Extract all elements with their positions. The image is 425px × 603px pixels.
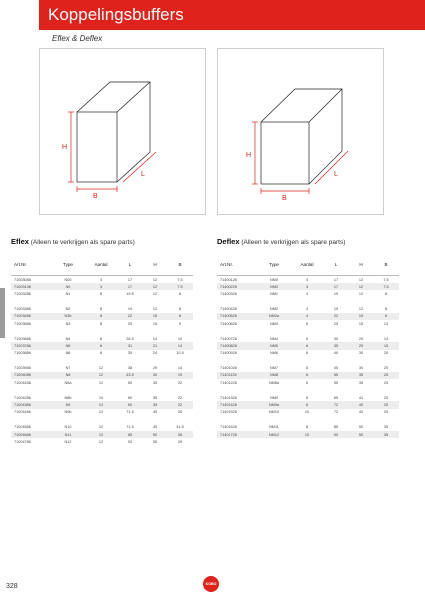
table-cell: 9: [178, 321, 182, 326]
group-spacer: [11, 327, 193, 335]
deflex-heading: [217, 237, 345, 246]
group-spacer: [11, 298, 193, 306]
group-spacer: [11, 416, 193, 424]
table-cell: 35: [323, 342, 349, 349]
table-cell: 6: [305, 321, 309, 326]
table-cell: 10: [304, 410, 310, 415]
table-cell: 22: [323, 313, 349, 320]
eflex-label-h: H: [62, 144, 68, 151]
table-cell: 35: [167, 431, 193, 438]
group-spacer: [217, 357, 399, 365]
column-header: Type: [257, 253, 291, 276]
column-header: Art.Nr.: [217, 253, 257, 276]
table-cell: 12: [85, 372, 117, 379]
table-cell: 12: [152, 291, 158, 296]
table-cell: 31: [117, 342, 143, 349]
table-cell: 6: [291, 401, 323, 408]
table-cell: 12: [152, 277, 158, 282]
column-header: Art.Nr.: [11, 253, 51, 276]
table-cell: 4: [305, 307, 309, 312]
table-cell: N6: [65, 351, 71, 356]
table-cell: N3: [65, 321, 71, 326]
table-cell: 25: [383, 395, 389, 400]
deflex-label-h: H: [246, 152, 252, 159]
table-cell: 7.5: [383, 277, 389, 282]
table-cell: 8: [99, 351, 103, 356]
table-cell: 71400826: [217, 342, 257, 349]
table-cell: 71400326: [220, 291, 237, 296]
column-header: B: [373, 253, 399, 276]
table-cell: 71401226: [220, 380, 237, 385]
table-cell: 71400126: [220, 277, 237, 282]
eflex-block-drawing: [40, 49, 205, 214]
deflex-heading-note: (Alleen te verkrijgen als spare parts): [241, 239, 346, 246]
table-cell: 50: [143, 431, 167, 438]
deflex-back-edges: [261, 89, 342, 184]
group-spacer: [217, 298, 399, 306]
table-cell: 8: [99, 321, 103, 326]
table-row: [11, 424, 193, 431]
table-cell: 8: [384, 307, 388, 312]
table-row: [217, 276, 399, 284]
deflex-label-b: B: [282, 195, 287, 202]
eflex-label-b: B: [93, 193, 98, 200]
table-cell: 20: [383, 366, 389, 371]
group-spacer: [217, 416, 399, 424]
table-cell: 71003136: [11, 283, 51, 290]
table-row: [11, 438, 193, 445]
table-row: [217, 431, 399, 438]
table-cell: 8: [85, 313, 117, 320]
table-row: [217, 365, 399, 372]
table-cell: 71004286: [14, 395, 31, 400]
table-cell: 12: [98, 425, 104, 430]
table-cell: NM1: [269, 291, 279, 296]
table-cell: 40: [358, 410, 364, 415]
side-tab-marker: [0, 288, 5, 338]
table-cell: 20: [383, 351, 389, 356]
table-cell: 6: [305, 336, 309, 341]
table-cell: 71003686: [14, 336, 31, 341]
table-cell: 65: [333, 395, 339, 400]
table-cell: 35: [143, 401, 167, 408]
table-cell: 71401626: [220, 425, 237, 430]
table-cell: 71400526: [217, 313, 257, 320]
table-row: [217, 313, 399, 320]
table-cell: 10: [98, 395, 104, 400]
column-header: Aantal: [85, 253, 117, 276]
eflex-label-l: L: [141, 171, 145, 178]
eflex-heading: [11, 237, 135, 246]
page-number: 328: [6, 583, 18, 590]
column-header: L: [117, 253, 143, 276]
table-cell: 19: [333, 307, 339, 312]
kobo-logo: KOBO: [203, 576, 219, 592]
table-cell: N11: [51, 431, 85, 438]
table-row: [11, 394, 193, 401]
table-cell: 8: [178, 307, 182, 312]
table-cell: 6: [291, 342, 323, 349]
table-cell: 4: [291, 313, 323, 320]
table-cell: 85: [333, 425, 339, 430]
table-cell: NM7: [269, 366, 279, 371]
table-cell: 12: [98, 439, 104, 444]
table-cell: NM2: [269, 307, 279, 312]
table-cell: 71003986: [14, 366, 31, 371]
table-row: [217, 409, 399, 416]
table-cell: 10: [177, 336, 183, 341]
table-cell: 71.5: [126, 410, 134, 415]
table-cell: 12: [98, 366, 104, 371]
table-cell: 71004586: [14, 425, 31, 430]
table-row: [217, 335, 399, 342]
group-spacer: [11, 386, 193, 394]
table-row: [11, 306, 193, 313]
table-cell: 45: [152, 425, 158, 430]
table-cell: 17: [127, 277, 133, 282]
table-cell: N8a: [64, 380, 72, 385]
table-row: [11, 401, 193, 408]
table-cell: 6: [305, 395, 309, 400]
table-row: [11, 372, 193, 379]
table-cell: 6: [305, 366, 309, 371]
table-cell: 4: [305, 291, 309, 296]
eflex-table: [11, 253, 193, 445]
table-cell: NM0: [257, 283, 291, 290]
table-cell: NM2a: [257, 313, 291, 320]
table-cell: 55: [333, 380, 339, 385]
header-bar: [39, 0, 425, 30]
table-cell: NM8: [257, 372, 291, 379]
table-cell: 72: [323, 401, 349, 408]
table-cell: N12: [64, 439, 72, 444]
table-cell: 35: [152, 380, 158, 385]
table-cell: 22: [167, 401, 193, 408]
group-spacer: [217, 327, 399, 335]
table-cell: 60: [117, 401, 143, 408]
table-cell: NM0: [269, 277, 279, 282]
table-cell: 41: [358, 395, 364, 400]
table-cell: 14: [167, 342, 193, 349]
table-cell: 12: [85, 431, 117, 438]
table-cell: 30: [358, 366, 364, 371]
table-cell: N8: [51, 372, 85, 379]
column-header: L: [323, 253, 349, 276]
table-cell: 12: [143, 283, 167, 290]
column-header: H: [143, 253, 167, 276]
deflex-header-row: [217, 253, 399, 276]
table-cell: 71400626: [220, 321, 237, 326]
table-cell: 12: [98, 380, 104, 385]
table-cell: 12: [98, 410, 104, 415]
table-cell: N7: [65, 366, 71, 371]
table-cell: 21: [143, 342, 167, 349]
table-cell: 17: [117, 283, 143, 290]
table-row: [217, 290, 399, 297]
table-cell: NM10: [268, 410, 280, 415]
table-cell: 29: [152, 366, 158, 371]
table-cell: 14: [383, 336, 389, 341]
table-cell: 19.5: [126, 291, 134, 296]
table-cell: NM11: [269, 425, 279, 430]
table-cell: 8: [305, 425, 309, 430]
table-row: [11, 409, 193, 416]
table-row: [217, 283, 399, 290]
table-row: [217, 342, 399, 349]
table-row: [217, 306, 399, 313]
table-cell: 10: [291, 431, 323, 438]
table-row: [217, 424, 399, 431]
table-cell: NM4: [269, 336, 279, 341]
eflex-heading-note: (Alleen te verkrijgen als spare parts): [30, 239, 135, 246]
table-cell: 22: [177, 395, 183, 400]
table-cell: 71003386: [14, 307, 31, 312]
page-title: Koppelingsbuffers: [48, 5, 184, 24]
table-cell: 3: [305, 277, 309, 282]
table-cell: 6: [305, 380, 309, 385]
table-cell: NM3: [269, 321, 279, 326]
table-cell: 71004386: [11, 401, 51, 408]
table-cell: 7.5: [167, 283, 193, 290]
table-cell: 25: [177, 410, 183, 415]
column-header: Aantal: [291, 253, 323, 276]
table-row: [11, 335, 193, 342]
table-cell: 25: [383, 380, 389, 385]
table-cell: 8: [373, 313, 399, 320]
table-cell: 10.5: [176, 351, 184, 356]
table-cell: 8: [178, 291, 182, 296]
table-cell: 12: [358, 307, 364, 312]
table-cell: 71003786: [11, 342, 51, 349]
table-cell: NM5: [257, 342, 291, 349]
table-cell: 50: [358, 425, 364, 430]
table-cell: 12: [349, 283, 373, 290]
eflex-front-face: [77, 112, 117, 182]
table-cell: 24: [152, 351, 158, 356]
table-cell: 19: [127, 307, 133, 312]
table-cell: 71400426: [220, 307, 237, 312]
table-row: [217, 372, 399, 379]
table-cell: 71401726: [217, 431, 257, 438]
deflex-heading-bold: Deflex: [217, 237, 240, 246]
table-cell: 30: [143, 372, 167, 379]
table-cell: 71400926: [220, 351, 237, 356]
table-cell: 12: [358, 291, 364, 296]
table-cell: 12: [152, 307, 158, 312]
table-cell: 8: [99, 336, 103, 341]
table-cell: 90: [323, 431, 349, 438]
table-cell: 55: [323, 372, 349, 379]
table-cell: NM9a: [257, 401, 291, 408]
table-cell: 92: [127, 439, 133, 444]
table-cell: 71401026: [220, 366, 237, 371]
table-cell: 71004686: [11, 431, 51, 438]
table-row: [11, 342, 193, 349]
table-cell: N9b: [64, 410, 72, 415]
table-cell: 25: [127, 321, 133, 326]
table-row: [11, 379, 193, 386]
table-row: [11, 350, 193, 357]
table-cell: 55: [152, 439, 158, 444]
table-cell: 50: [349, 431, 373, 438]
table-row: [11, 283, 193, 290]
group-spacer: [11, 357, 193, 365]
table-cell: 7.5: [373, 283, 399, 290]
table-cell: 8: [384, 291, 388, 296]
table-cell: 19: [167, 372, 193, 379]
deflex-label-l: L: [334, 171, 338, 178]
table-cell: 3: [99, 277, 103, 282]
table-cell: 30: [358, 351, 364, 356]
table-cell: N0: [51, 283, 85, 290]
table-cell: 15: [358, 321, 364, 326]
table-cell: 35: [373, 431, 399, 438]
table-row: [11, 365, 193, 372]
table-cell: 22: [177, 380, 183, 385]
eflex-figure: [39, 48, 206, 215]
table-cell: NM8a: [268, 380, 280, 385]
column-header: Type: [51, 253, 85, 276]
table-cell: N8b: [64, 395, 72, 400]
table-cell: 43.5: [117, 372, 143, 379]
table-cell: 31.5: [176, 425, 184, 430]
eflex-heading-bold: Eflex: [11, 237, 29, 246]
table-cell: 71400726: [220, 336, 237, 341]
table-cell: 40: [333, 351, 339, 356]
table-row: [217, 379, 399, 386]
table-cell: 15: [349, 313, 373, 320]
table-cell: 12: [85, 401, 117, 408]
deflex-figure: [217, 48, 384, 215]
deflex-length-dim: [315, 151, 348, 184]
table-cell: 3: [291, 283, 323, 290]
column-header: B: [167, 253, 193, 276]
table-cell: 38: [127, 366, 133, 371]
table-cell: 17: [323, 283, 349, 290]
page-subtitle: Eflex & Deflex: [52, 34, 103, 43]
table-cell: 71400226: [217, 283, 257, 290]
table-cell: 35: [127, 351, 133, 356]
table-row: [11, 290, 193, 297]
table-row: [11, 313, 193, 320]
table-cell: 12: [358, 277, 364, 282]
table-cell: 71004486: [14, 410, 31, 415]
table-cell: 19: [333, 291, 339, 296]
table-cell: 85: [117, 431, 143, 438]
table-cell: 22: [117, 313, 143, 320]
table-cell: 35: [349, 372, 373, 379]
table-cell: 3: [85, 283, 117, 290]
table-cell: 25: [373, 372, 399, 379]
group-spacer: [217, 386, 399, 394]
table-cell: N9: [51, 401, 85, 408]
table-cell: 71003486: [11, 313, 51, 320]
table-cell: N5: [51, 342, 85, 349]
table-cell: N1: [65, 291, 71, 296]
table-cell: 14: [152, 336, 158, 341]
table-cell: 8: [85, 342, 117, 349]
table-cell: N3b: [51, 313, 85, 320]
deflex-front-face: [261, 122, 309, 184]
table-cell: 60: [127, 395, 133, 400]
table-cell: 15: [373, 342, 399, 349]
table-cell: 17: [333, 277, 339, 282]
table-cell: 71.5: [126, 425, 134, 430]
table-cell: 8: [99, 307, 103, 312]
table-cell: 25: [383, 410, 389, 415]
table-cell: 71401526: [220, 410, 237, 415]
table-row: [217, 401, 399, 408]
table-cell: 40: [349, 401, 373, 408]
table-cell: 71004786: [14, 439, 31, 444]
table-cell: 35: [383, 425, 389, 430]
table-cell: 71401126: [217, 372, 257, 379]
table-cell: 6: [291, 372, 323, 379]
table-cell: 6: [305, 351, 309, 356]
table-cell: 25: [333, 321, 339, 326]
table-cell: 50: [127, 380, 133, 385]
table-cell: 72: [333, 410, 339, 415]
table-row: [11, 431, 193, 438]
table-cell: 71003086: [14, 277, 31, 282]
table-row: [11, 320, 193, 327]
table-cell: 25: [349, 342, 373, 349]
table-cell: 71401426: [217, 401, 257, 408]
table-cell: N00: [64, 277, 72, 282]
table-cell: NM6: [269, 351, 279, 356]
eflex-length-dim: [123, 152, 156, 182]
table-cell: 7.5: [177, 277, 183, 282]
column-header: H: [349, 253, 373, 276]
table-cell: 8: [167, 313, 193, 320]
table-cell: 71401326: [220, 395, 237, 400]
table-cell: 71004086: [11, 372, 51, 379]
table-cell: 71003886: [14, 351, 31, 356]
table-cell: 15: [143, 313, 167, 320]
eflex-header-row: [11, 253, 193, 276]
table-cell: 71004186: [14, 380, 31, 385]
table-cell: 20: [358, 336, 364, 341]
table-row: [217, 350, 399, 357]
table-cell: N2: [65, 307, 71, 312]
table-cell: 30: [333, 336, 339, 341]
table-cell: 71003286: [14, 291, 31, 296]
table-row: [217, 394, 399, 401]
table-cell: 14: [177, 366, 183, 371]
table-cell: 35: [152, 395, 158, 400]
table-cell: 25: [373, 401, 399, 408]
table-cell: NM12: [257, 431, 291, 438]
table-cell: 13: [383, 321, 389, 326]
table-row: [217, 320, 399, 327]
table-cell: 35: [358, 380, 364, 385]
table-cell: N4: [65, 336, 71, 341]
deflex-table: [217, 253, 399, 438]
table-cell: 28.5: [126, 336, 134, 341]
table-cell: 29: [177, 439, 183, 444]
table-cell: 45: [152, 410, 158, 415]
table-cell: 71003586: [14, 321, 31, 326]
table-cell: N10: [64, 425, 72, 430]
table-cell: 8: [99, 291, 103, 296]
table-cell: 15: [152, 321, 158, 326]
table-row: [11, 276, 193, 284]
table-cell: NM9: [269, 395, 279, 400]
table-cell: 45: [333, 366, 339, 371]
deflex-block-drawing: [218, 49, 383, 214]
